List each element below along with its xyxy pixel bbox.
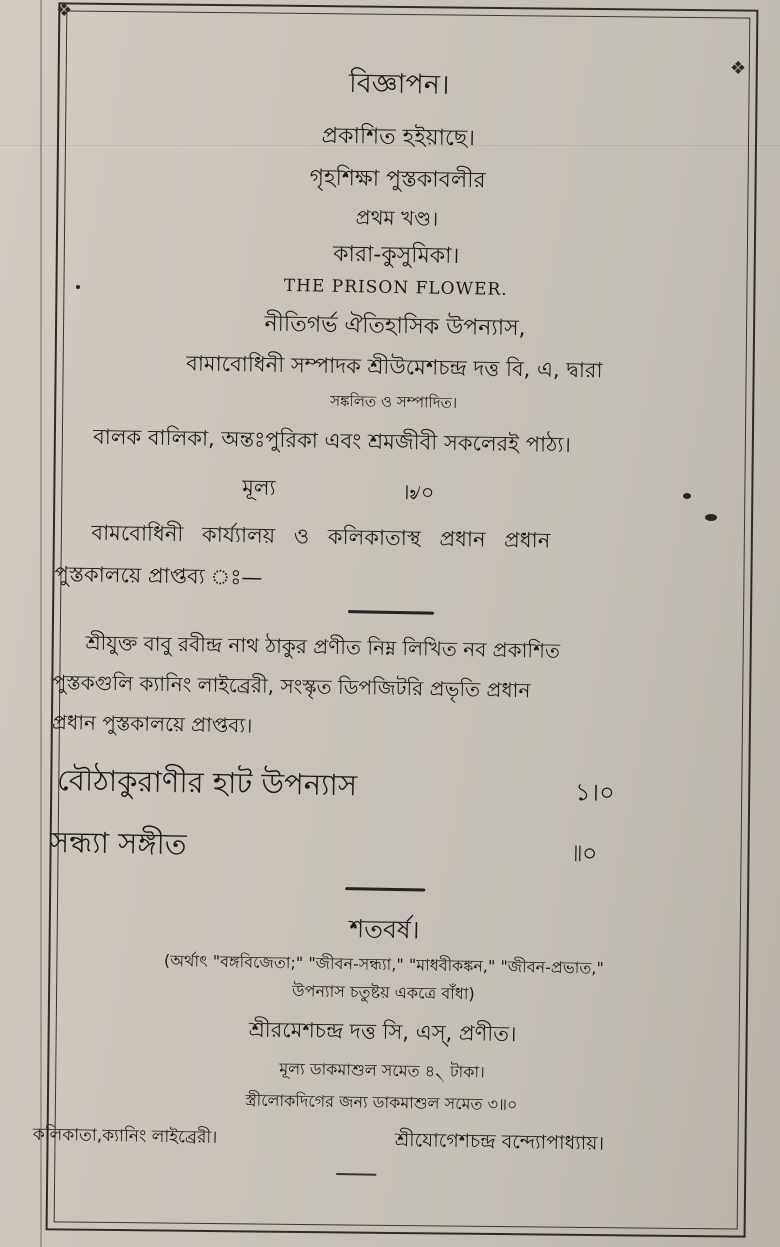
- editor-credit: বামাবোধিনী সম্পাদক শ্রীউমেশচন্দ্র দত্ত বি, এ, দ্বারা: [185, 351, 603, 383]
- published-notice: প্রকাশিত হইয়াছে।: [321, 123, 476, 152]
- availability-line-2: পুস্তকালয়ে প্রাপ্তব্য ঃ—: [54, 561, 263, 590]
- publisher-proprietor: শ্রীযোগেশচন্দ্র বন্দ্যোপাধ্যায়।: [394, 1129, 605, 1155]
- shatabarsha-contents-line-1: (অর্থাৎ "বঙ্গবিজেতা;" "জীবন-সন্ধ্যা," "মাধবীকঙ্কন," "জীবন-প্রভাত,": [163, 950, 605, 978]
- book-entry-title: বৌঠাকুরাণীর হাট উপন্যাস: [56, 763, 358, 803]
- shatabarsha-heading: শতবর্ষ।: [349, 914, 420, 945]
- book-entry-price: ৷৷০: [573, 839, 598, 868]
- ink-blot: [683, 493, 691, 499]
- book-entry-price: ১।০: [574, 778, 615, 807]
- book-entry-title: সন্ধ্যা সঙ্গীত: [49, 824, 187, 862]
- book-title-bengali: কারা-কুসুমিকা।: [332, 241, 460, 270]
- ink-blot: [705, 514, 717, 521]
- shatabarsha-contents-line-2: উপন্যাস চতুষ্টয় একত্রে বাঁধা): [291, 981, 475, 1004]
- shatabarsha-price: মূল্য ডাকমাশুল সমেত ৪৲ টাকা।: [279, 1058, 485, 1082]
- price-value: ।৶০: [401, 480, 435, 505]
- tagore-intro-line-1: শ্রীযুক্ত বাবু রবীন্দ্র নাথ ঠাকুর প্রণীত নিম্ন লিখিত নব প্রকাশিত: [85, 630, 561, 663]
- tagore-intro-line-3: প্রধান পুস্তকালয়ে প্রাপ্তব্য।: [51, 709, 253, 738]
- compiled-note: সঙ্কলিত ও সম্পাদিত।: [330, 391, 458, 412]
- corner-ornament-top-right: ❖: [730, 58, 747, 79]
- book-genre: নীতিগর্ভ ঐতিহাসিক উপন্যাস,: [264, 311, 526, 342]
- corner-ornament-top-left: ❖: [56, 0, 73, 21]
- shatabarsha-author: শ্রীরমেশচন্দ্র দত্ত সি, এস্, প্রণীত।: [248, 1017, 517, 1047]
- publisher-name: কলিকাতা,ক্যানিং লাইব্রেরী।: [32, 1124, 218, 1148]
- shatabarsha-women-price: স্ত্রীলোকদিগের জন্য ডাকমাশুল সমেত ৩॥০: [245, 1090, 518, 1115]
- availability-line-1: বামবোধিনী কার্য্যালয় ও কলিকাতাস্থ প্রধান প্রধান: [91, 520, 551, 553]
- series-name: গৃহশিক্ষা পুস্তকাবলীর: [309, 165, 486, 194]
- target-readers: বালক বালিকা, অন্তঃপুরিকা এবং শ্রমজীবী সকলেরই পাঠ্য।: [92, 424, 572, 457]
- volume-label: প্রথম খণ্ড।: [355, 205, 439, 231]
- price-label: মূল্য: [242, 475, 276, 500]
- ad-heading: বিজ্ঞাপন।: [348, 68, 450, 101]
- book-title-english: THE PRISON FLOWER.: [283, 275, 508, 300]
- tagore-intro-line-2: পুস্তকগুলি ক্যানিং লাইব্রেরী, সংস্কৃত ডিপজিটরি প্রভৃতি প্রধান: [52, 669, 531, 703]
